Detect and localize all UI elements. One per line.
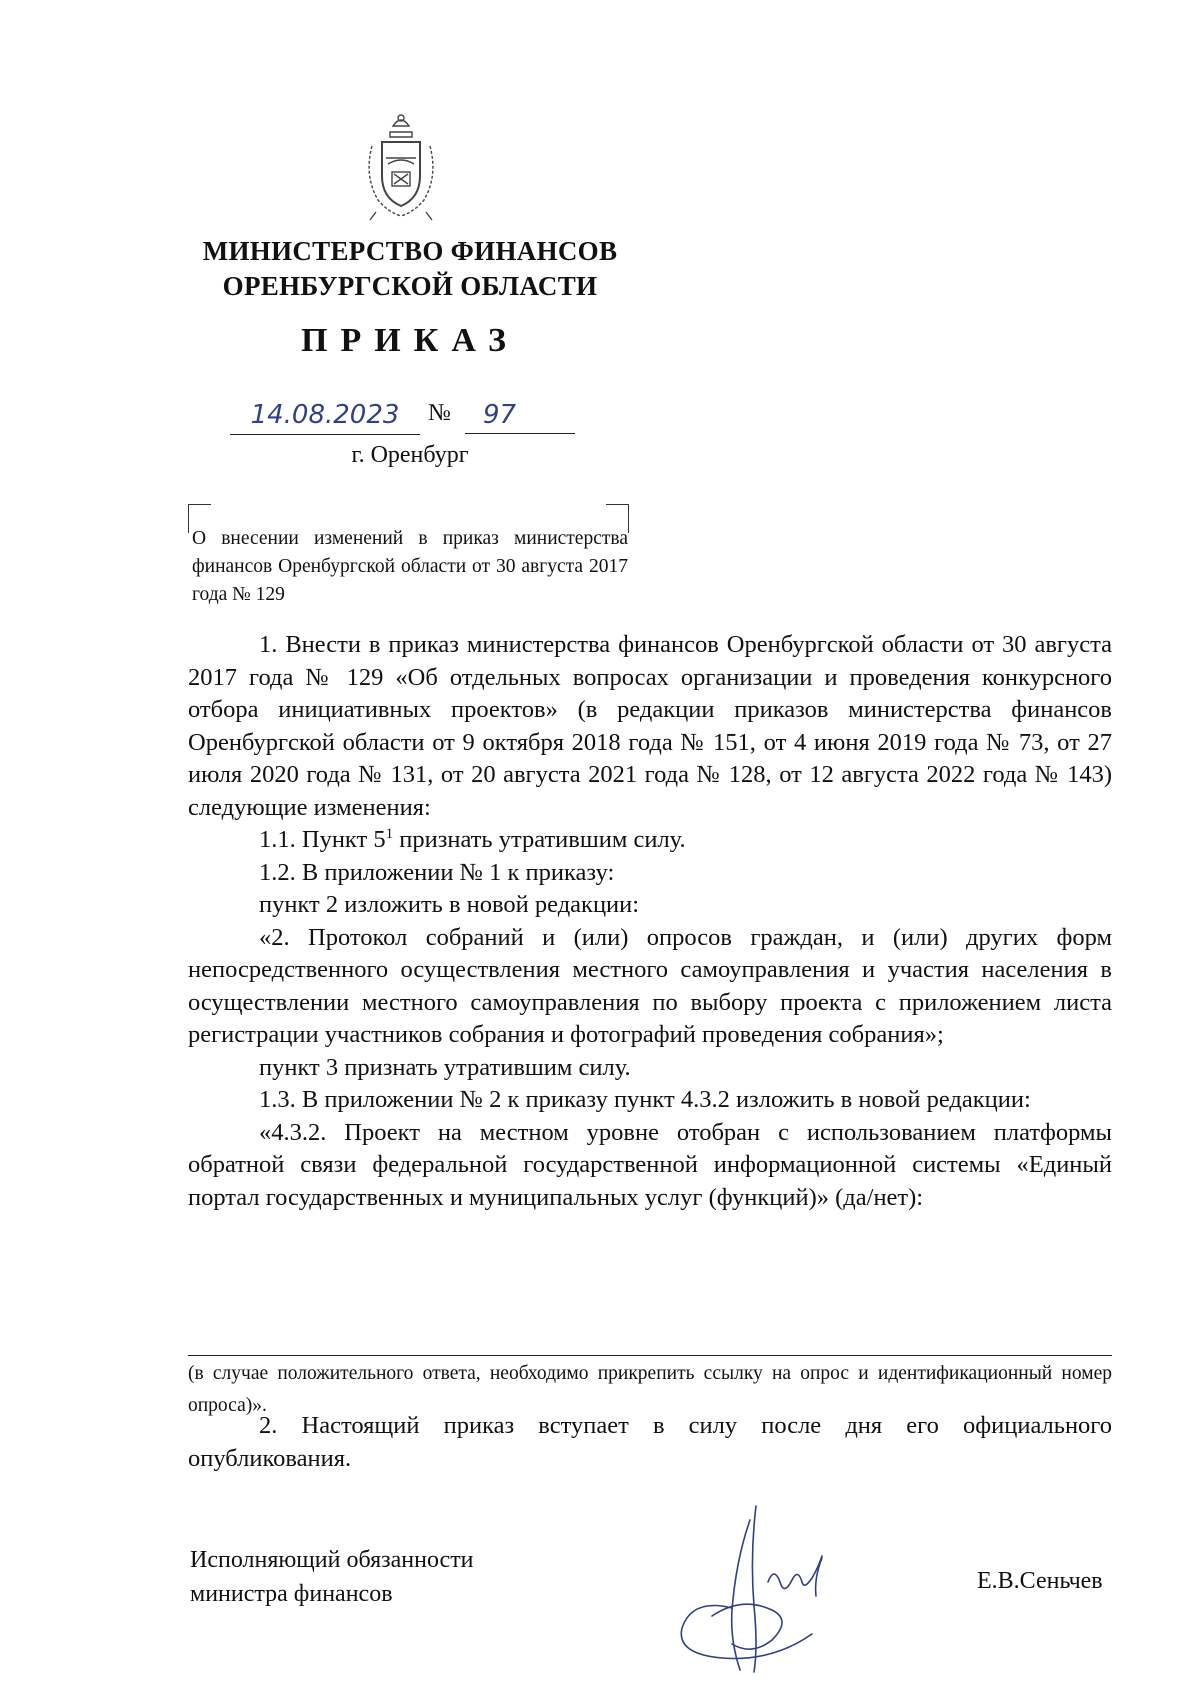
footnote-text: (в случае положительного ответа, необходимо прикрепить ссылку на опрос и идентификационный номер опроса)». [188,1363,1112,1416]
clause-1-2-quote: «2. Протокол собраний и (или) опросов граждан, и (или) других форм непосредственного осуществления местного самоуправления и участия населения в осуществлении местного самоуправления по выбору проекта с приложением листа регистрации участников собрания и фотографий проведения собрания»; [188,923,1112,1048]
clause-1: 1. Внести в приказ министерства финансов Оренбургской области от 30 августа 2017 года № 129 «Об отдельных вопросах организации и проведения конкурсного отбора инициативных проектов» (в редакции приказов министерства финансов Оренбургской области от 9 октября 2018 года № 151, от 4 июня 2019 года № 73, от 27 июля 2020 года № 131, от 20 августа 2021 года № 128, от 12 августа 2022 года № 143) следующие изменения: [188,631,1112,821]
clause-2-block [188,1410,1112,1475]
number-sign: № [428,400,451,426]
order-subject: О внесении изменений в приказ министерства финансов Оренбургской области от 30 августа 2017 года № 129 [192,528,628,605]
blank-answer-line [188,1355,1112,1356]
clause-2: 2. Настоящий приказ вступает в силу после дня его официального опубликования. [188,1412,1112,1472]
clause-1-1-tail: признать утратившим силу. [393,826,686,853]
order-body [188,629,1112,1214]
signer-position-line1: Исполняющий обязанности [190,1547,474,1573]
clause-1-1 [259,824,1112,857]
clause-1-2-a: пункт 2 изложить в новой редакции: [259,891,640,918]
document-type-title: ПРИКАЗ [301,322,519,359]
clause-1-2-b: пункт 3 признать утратившим силу. [259,1053,631,1081]
signer-position-line2: министра финансов [190,1581,393,1607]
order-number: 97 [465,398,575,434]
clause-1-2: 1.2. В приложении № 1 к приказу: [259,858,615,886]
signer-name: Е.В.Сеньчев [977,1568,1103,1594]
clause-1-3-quote: «4.3.2. Проект на местном уровне отобран с использованием платформы обратной связи федеральной государственной информационной системы «Единый портал государственных и муниципальных услуг (функций)» (да/нет): [188,1118,1112,1211]
ministry-name [150,234,670,304]
clause-1-3: 1.3. В приложении № 2 к приказу пункт 4.3.2 изложить в новой редакции: [259,1086,1031,1113]
ministry-name-line1: МИНИСТЕРСТВО ФИНАНСОВ [202,236,618,266]
clause-1-1-superscript: 1 [385,825,394,842]
orenburg-coat-of-arms-icon [360,112,442,222]
handwritten-signature [672,1498,862,1676]
signer-position [190,1543,474,1611]
ministry-name-line2: ОРЕНБУРГСКОЙ ОБЛАСТИ [222,271,598,301]
city-line: г. Оренбург [351,442,469,468]
clause-1-1-text: 1.1. Пункт 5 [259,826,386,853]
order-date: 14.08.2023 [230,398,420,435]
